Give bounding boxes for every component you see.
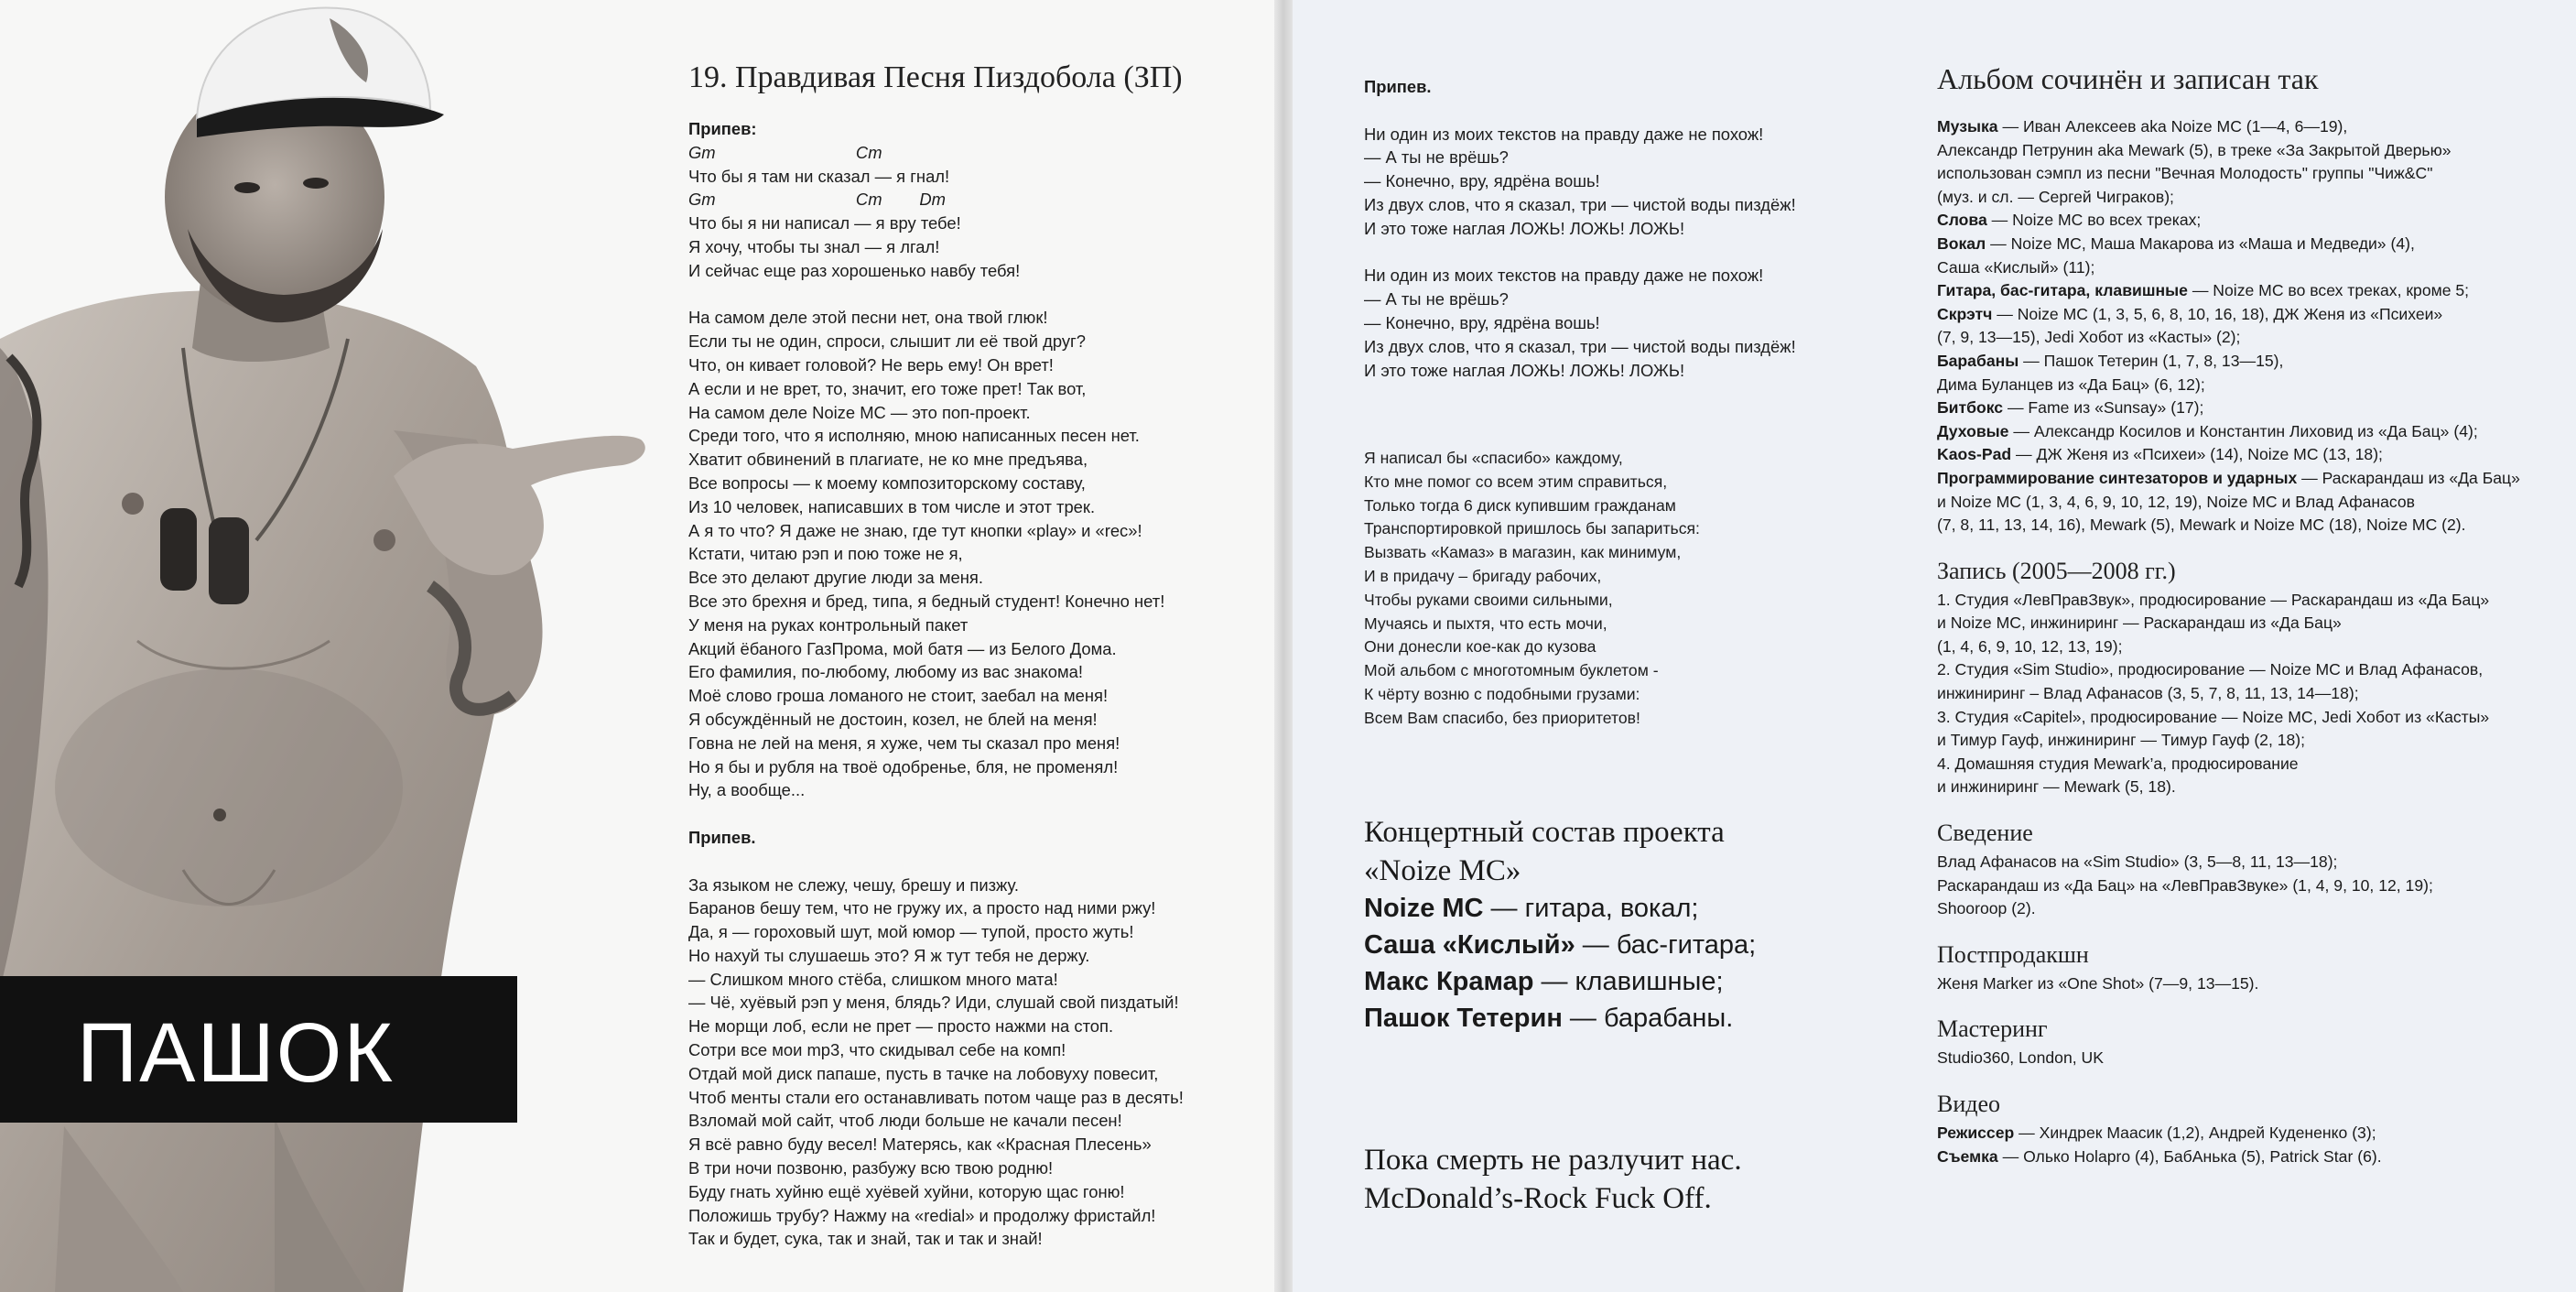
credit-text: (7, 8, 11, 13, 14, 16), Mewark (5), Mewark и Noize MC (18), Noize MC (2). [1937,516,2466,535]
credit-role: Гитара, бас-гитара, клавишные [1937,281,2188,300]
lyrics-line: Но нахуй ты слушаешь это? Я ж тут тебя не держу. [688,945,1090,965]
lyrics-line: Хватит обвинений в плагиате, не ко мне предъява, [688,450,1088,470]
credit-text: (7, 9, 13—15), Jedi Хобот из «Касты» (2); [1937,328,2241,347]
lyrics-line: Моё слово гроша ломаного не стоит, заебал на меня! [688,686,1109,706]
motto-line-2: McDonald’s-Rock Fuck Off. [1364,1182,1712,1215]
member-name: Пашок Тетерин [1364,1004,1563,1033]
lineup-heading: Концертный состав проекта [1364,816,1725,849]
credit-text: — Noize MC во всех треках, кроме 5; [2187,281,2470,300]
credits-section-heading: Постпродакшн [1937,940,2089,968]
lyrics-spacer [688,283,1184,307]
lyrics-line: Я хочу, чтобы ты знал — я лгал! [688,236,940,256]
credit-line: инжиниринг – Влад Афанасов (3, 5, 7, 8, 11, 13, 14—18); [1937,684,2359,703]
lineup-member [1364,1000,1756,1037]
lyrics-line: У меня на руках контрольный пакет [688,614,969,635]
credit-role: Духовые [1937,421,2009,440]
lyrics-line: А если и не врет, то, значит, его тоже прет! Так вот, [688,378,1087,398]
lyrics-line: А я то что? Я даже не знаю, где тут кнопки «play» и «rec»! [688,520,1142,540]
lyrics-line: Среди того, что я исполняю, мною написанных песен нет. [688,426,1140,446]
credit-line: 4. Домашняя студия Mewark’a, продюсирование [1937,754,2299,773]
credit-text: (муз. и сл. — Сергей Чиграков); [1937,187,2174,206]
lyrics-line: Его фамилия, по-любому, любому из вас знакома! [688,662,1084,682]
lyrics-line: Буду гнать хуйню ещё хуёвей хуйни, которую щас гоню! [688,1181,1125,1201]
thanks-line: Они донесли кое-как до кузова [1364,637,1596,657]
credit-line [1937,420,2520,444]
credits-section-heading: Запись (2005—2008 гг.) [1937,557,2176,584]
chorus-line: — А ты не врёшь? [1364,147,1509,168]
lyrics-line: Но я бы и рубля на твоё одобренье, бля, не променял! [688,756,1119,776]
credit-text: — Хиндрек Маасик (1,2), Андрей Кудененко (3); [2014,1124,2376,1142]
thanks-line: Я написал бы «спасибо» каждому, [1364,449,1623,467]
lyrics-line: Положишь трубу? Нажму на «redial» и продолжу фристайл! [688,1205,1156,1225]
lyrics-chord-line: Gm Cm Dm [688,190,946,210]
chorus-spacer [1364,241,1796,265]
lineup-member [1364,963,1756,1000]
credit-role: Программирование синтезаторов и ударных [1937,468,2298,487]
lyrics-line: Акций ёбаного ГазПрома, мой батя — из Белого Дома. [688,638,1117,658]
credits-section-heading: Видео [1937,1091,2001,1117]
chorus-line: — Конечно, вру, ядрёна вошь! [1364,312,1600,332]
thanks-line: Вызвать «Камаз» в магазин, как минимум, [1364,543,1682,562]
credit-text: — Александр Косилов и Константин Лиховид из «Да Бац» (4); [2008,421,2478,440]
lyrics-line: Отдай мой диск папаше, пусть в тачке на лобовуху повесит, [688,1063,1159,1083]
credit-text: — Раскарандаш из «Да Бац» [2297,468,2520,487]
credit-line [1937,467,2520,491]
credit-role: Съемка [1937,1146,1998,1166]
member-name: Саша «Кислый» [1364,930,1575,960]
lyrics-line: Говна не лей на меня, я хуже, чем ты сказал про меня! [688,733,1120,753]
lyrics-line: За языком не слежу, чешу, брешу и пизжу. [688,874,1020,895]
lyrics-chord-line: Gm Cm [688,142,882,162]
credit-text: — Noize MC во всех треках; [1986,211,2202,230]
concert-lineup [1364,813,1756,1037]
chorus-column [1364,75,1796,382]
credit-role: Вокал [1937,233,1986,253]
credit-line: и Noize MC, инжиниринг — Раскарандаш из «Да Бац» [1937,613,2342,633]
credit-line [1937,1122,2520,1145]
credit-role: Скрэтч [1937,304,1993,323]
credit-line [1937,1145,2520,1169]
credit-line: и инжиниринг — Mewark (5, 18). [1937,777,2176,797]
member-name: Noize MC [1364,894,1484,923]
credits-section-heading: Мастеринг [1937,1015,2048,1043]
thanks-line: Чтобы руками своими сильными, [1364,590,1613,609]
credits-section-heading: Сведение [1937,820,2033,847]
motto-line-1: Пока смерть не разлучит нас. [1364,1144,1742,1177]
lyrics-line: Сотри все мои mp3, что скидывал себе на комп! [688,1040,1066,1060]
credit-line [1937,514,2520,537]
chorus-line: — А ты не врёшь? [1364,289,1509,309]
lyrics-line: Что бы я там ни сказал — я гнал! [688,166,950,186]
chorus-line: И это тоже наглая ЛОЖЬ! ЛОЖЬ! ЛОЖЬ! [1364,360,1685,380]
thanks-line: Мучаясь и пыхтя, что есть мочи, [1364,613,1607,633]
chorus-line: И это тоже наглая ЛОЖЬ! ЛОЖЬ! ЛОЖЬ! [1364,218,1685,238]
chorus-line: Ни один из моих текстов на правду даже не похож! [1364,124,1764,144]
credit-text: — Иван Алексеев aka Noize MC (1—4, 6—19), [1997,117,2348,136]
lyrics-line: Чтоб менты стали его останавливать потом чаще раз в десять! [688,1087,1184,1107]
lyrics-line: Не морщи лоб, если не прет — просто нажми на стоп. [688,1016,1114,1037]
credit-text: — Noize MC, Маша Макарова из «Маша и Медведи» (4), [1986,233,2415,253]
credit-text: — Олько Holapro (4), БабАнька (5), Patrick Star (6). [1997,1146,2382,1166]
thanks-line: Мой альбом с многотомным буклетом - [1364,661,1659,680]
credit-role: Барабаны [1937,351,2019,370]
credit-role: Музыка [1937,117,1998,136]
member-role: — бас-гитара; [1575,930,1757,960]
song-title: 19. Правдивая Песня Пиздобола (ЗП) [688,60,1183,94]
lyrics-line: Так и будет, сука, так и знай, так и так и знай! [688,1229,1043,1249]
credit-line: Влад Афанасов на «Sim Studio» (3, 5—8, 11, 13—18); [1937,852,2338,872]
credit-line [1937,443,2520,467]
thanks-line: Всем Вам спасибо, без приоритетов! [1364,708,1640,727]
lyrics-line: Взломай мой сайт, чтоб люди больше не качали песен! [688,1111,1122,1131]
lyrics-line: Все это брехня и бред, типа, я бедный студент! Конечно нет! [688,591,1165,611]
chorus-line: Ни один из моих текстов на правду даже не похож! [1364,266,1764,286]
credit-text: использован сэмпл из песни "Вечная Молодость" группы "Чиж&С" [1937,164,2433,183]
thanks-line: К чёрту возню с подобными грузами: [1364,684,1640,703]
motto [1364,1141,1742,1218]
credit-line: Studio360, London, UK [1937,1048,2104,1068]
lyrics-line: В три ночи позвоню, разбужу всю твою родню! [688,1158,1054,1178]
credit-line: (1, 4, 6, 9, 10, 12, 13, 19); [1937,636,2123,656]
lyrics-spacer [688,850,1184,874]
credit-line [1937,233,2520,256]
member-role: — барабаны. [1562,1004,1734,1033]
member-role: — клавишные; [1533,967,1724,996]
lyrics-line: Все вопросы — к моему композиторскому составу, [688,472,1086,493]
credit-text: — Пашок Тетерин (1, 7, 8, 13—15), [2019,351,2284,370]
credit-line: Shooroop (2). [1937,899,2036,918]
lyrics-line: На самом деле этой песни нет, она твой глюк! [688,308,1048,328]
chorus-line: Из двух слов, что я сказал, три — чистой воды пиздёж! [1364,194,1796,214]
lyrics-line: Припев: [688,119,757,138]
credit-line [1937,374,2520,397]
lineup-member [1364,927,1756,963]
lyrics-spacer [688,802,1184,826]
credit-line: 2. Студия «Sim Studio», продюсирование — Noize MC и Влад Афанасов, [1937,660,2484,679]
credit-line: и Тимур Гауф, инжиниринг — Тимур Гауф (2, 18); [1937,731,2306,750]
chorus-spacer [1364,99,1796,123]
lineup-heading-project: «Noize MC» [1364,854,1521,887]
credit-line: 1. Студия «ЛевПравЗвук», продюсирование — Раскарандаш из «Да Бац» [1937,590,2490,609]
thanks-line: Кто мне помог со всем этим справиться, [1364,472,1668,491]
credit-role: Битбокс [1937,398,2004,418]
lyrics-line: — Чё, хуёвый рэп у меня, блядь? Иди, слушай свой пиздатый! [688,993,1179,1013]
lyrics-line: Все это делают другие люди за меня. [688,568,983,588]
credit-role: Слова [1937,211,1987,230]
thanks-line: Транспортировкой пришлось бы запариться: [1364,519,1700,538]
lyrics-line: Что, он кивает головой? Не верь ему! Он врет! [688,354,1054,375]
credit-line [1937,115,2520,139]
credit-text: Саша «Кислый» (11); [1937,257,2095,277]
credit-line [1937,279,2520,303]
chorus-line: Из двух слов, что я сказал, три — чистой воды пиздёж! [1364,336,1796,356]
lyrics-line: Да, я — гороховый шут, мой юмор — тупой, просто жуть! [688,922,1134,942]
credit-line [1937,139,2520,163]
credit-line: 3. Студия «Capitel», продюсирование — Noize MC, Jedi Хобот из «Касты» [1937,707,2490,726]
lyrics-column [688,117,1184,1251]
lyrics-line: И сейчас еще раз хорошенько навбу тебя! [688,260,1021,280]
lyrics-line: Ну, а вообще... [688,780,806,800]
lineup-members [1364,890,1756,1037]
credit-text: — Fame из «Sunsay» (17); [2003,398,2204,418]
credit-line: Женя Marker из «One Shot» (7—9, 13—15). [1937,973,2259,993]
credit-line [1937,162,2520,186]
chorus-line: — Конечно, вру, ядрёна вошь! [1364,171,1600,191]
credit-line [1937,326,2520,350]
lyrics-line: Баранов бешу тем, что не гружу их, а просто над ними ржу! [688,898,1156,918]
lyrics-line: — Слишком много стёба, слишком много мата! [688,969,1058,989]
lyrics-line: Я обсуждённый не достоин, козел, не блей на меня! [688,709,1098,729]
lineup-member [1364,890,1756,927]
credits-column [1937,115,2520,1168]
credit-line: Раскарандаш из «Да Бац» на «ЛевПравЗвуке» (1, 4, 9, 10, 12, 19); [1937,875,2433,895]
lyrics-line: Кстати, читаю рэп и пою тоже не я, [688,544,963,564]
credit-role: Kaos-Pad [1937,445,2012,464]
member-name: Макс Крамар [1364,967,1534,996]
page-gutter [1274,0,1293,1292]
credit-line [1937,396,2520,420]
lyrics-line: На самом деле Noize MC — это поп-проект. [688,402,1031,422]
credit-line [1937,303,2520,327]
lyrics-line: Из 10 человек, написавших в том числе и этот трек. [688,496,1096,516]
credit-line [1937,186,2520,210]
name-plate-text: ПАШОК [77,1006,395,1100]
thanks-line: Только тогда 6 диск купившим гражданам [1364,495,1676,515]
credit-line [1937,209,2520,233]
credit-text: и Noize MC (1, 3, 4, 6, 9, 10, 12, 19), Noize MC и Влад Афанасов [1937,492,2415,511]
lyrics-line: Я всё равно буду весел! Матерясь, как «Красная Плесень» [688,1135,1152,1155]
lyrics-line: Если ты не один, спроси, слышит ли её твой друг? [688,331,1086,352]
credit-line [1937,256,2520,280]
credit-text: Александр Петрунин aka Mewark (5), в треке «За Закрытой Дверью» [1937,140,2452,159]
credit-line [1937,350,2520,374]
credits-heading: Альбом сочинён и записан так [1937,62,2319,95]
member-role: — гитара, вокал; [1483,894,1699,923]
name-plate [0,976,517,1123]
credit-text: — ДЖ Женя из «Психеи» (14), Noize MC (13, 18); [2011,445,2383,464]
thanks-column [1364,447,1700,731]
credit-text: — Noize MC (1, 3, 5, 6, 8, 10, 16, 18), ДЖ Женя из «Психеи» [1992,304,2443,323]
lyrics-line: Припев. [688,827,756,847]
lyrics-line: Что бы я ни написал — я вру тебе! [688,213,961,233]
credit-line [1937,491,2520,515]
credit-role: Режиссер [1937,1124,2015,1142]
credit-text: Дима Буланцев из «Да Бац» (6, 12); [1937,375,2205,394]
chorus-line: Припев. [1364,77,1432,96]
left-page [0,0,1282,1292]
thanks-line: И в придачу – бригаду рабочих, [1364,566,1602,585]
